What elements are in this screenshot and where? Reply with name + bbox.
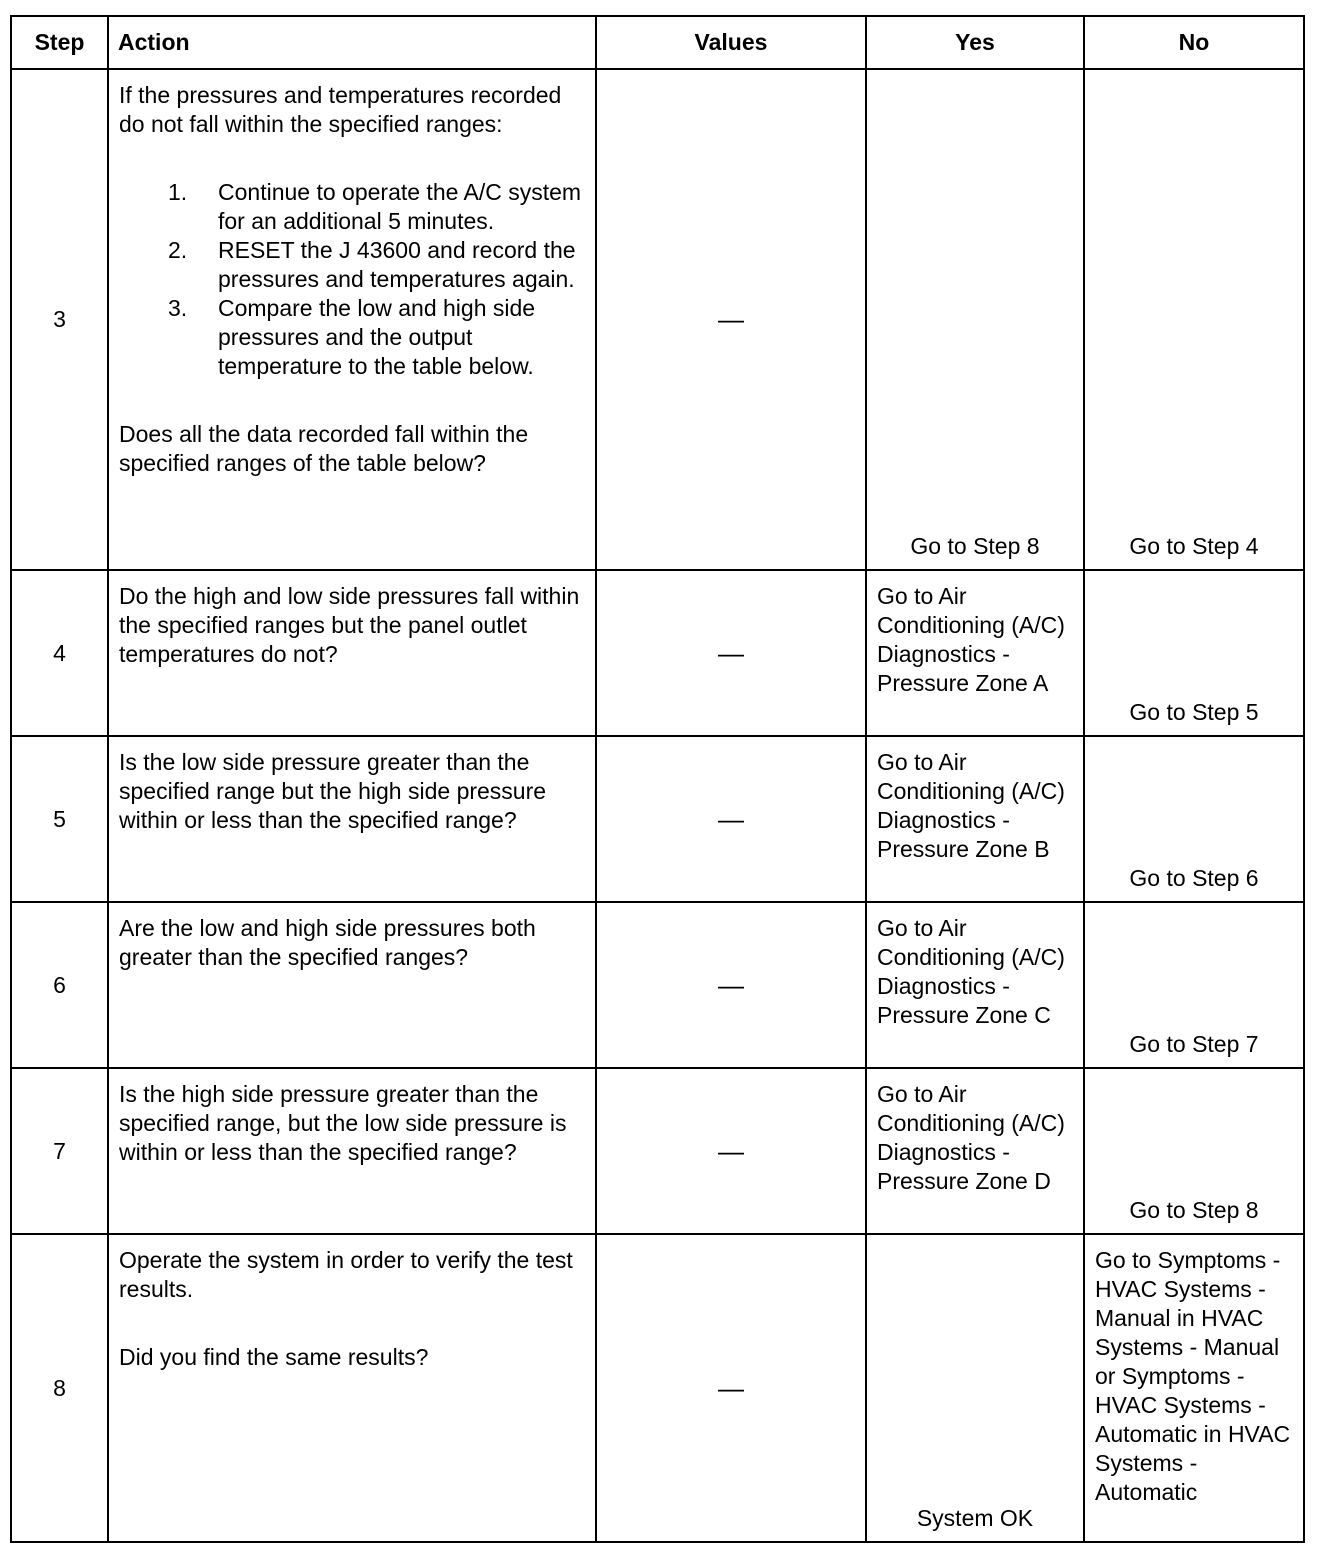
table-row xyxy=(11,902,1304,1068)
action-cell: Is the high side pressure greater than the specified range, but the low side pressure is within or less than the specified range? xyxy=(108,1068,596,1234)
table-row xyxy=(11,69,1304,570)
header-action: Action xyxy=(108,16,596,69)
step-number: 5 xyxy=(11,736,108,902)
values-cell: — xyxy=(596,570,866,736)
action-cell: Are the low and high side pressures both greater than the specified ranges? xyxy=(108,902,596,1068)
step-number: 6 xyxy=(11,902,108,1068)
no-cell: Go to Step 5 xyxy=(1084,570,1304,736)
action-intro: If the pressures and temperatures recorded do not fall within the specified ranges: xyxy=(119,82,562,137)
yes-cell: Go to Air Conditioning (A/C) Diagnostics - Pressure Zone C xyxy=(866,902,1084,1068)
list-item: 1. Continue to operate the A/C system for an additional 5 minutes. xyxy=(168,179,582,234)
table-row xyxy=(11,1234,1304,1542)
action-list xyxy=(119,178,585,381)
action-cell xyxy=(108,69,596,570)
no-cell: Go to Step 4 xyxy=(1084,69,1304,570)
no-cell: Go to Step 8 xyxy=(1084,1068,1304,1234)
no-cell: Go to Step 6 xyxy=(1084,736,1304,902)
action-cell xyxy=(108,1234,596,1542)
header-step: Step xyxy=(11,16,108,69)
list-item: 3. Compare the low and high side pressures and the output temperature to the table below. xyxy=(168,295,536,379)
step-number: 7 xyxy=(11,1068,108,1234)
action-cell: Is the low side pressure greater than the specified range but the high side pressure within or less than the specified range? xyxy=(108,736,596,902)
values-cell: — xyxy=(596,736,866,902)
header-no: No xyxy=(1084,16,1304,69)
action-cell: Do the high and low side pressures fall within the specified ranges but the panel outlet temperatures do not? xyxy=(108,570,596,736)
yes-cell: Go to Step 8 xyxy=(866,69,1084,570)
step-number: 8 xyxy=(11,1234,108,1542)
action-intro: Operate the system in order to verify the test results. xyxy=(119,1247,573,1302)
values-cell: — xyxy=(596,1068,866,1234)
table-row xyxy=(11,736,1304,902)
no-cell: Go to Symptoms - HVAC Systems - Manual in HVAC Systems - Manual or Symptoms - HVAC Systems - Automatic in HVAC Systems - Automatic xyxy=(1084,1234,1304,1542)
header-row xyxy=(11,16,1304,69)
values-cell: — xyxy=(596,69,866,570)
yes-cell: Go to Air Conditioning (A/C) Diagnostics - Pressure Zone B xyxy=(866,736,1084,902)
step-number: 4 xyxy=(11,570,108,736)
table-row xyxy=(11,570,1304,736)
yes-cell: Go to Air Conditioning (A/C) Diagnostics - Pressure Zone D xyxy=(866,1068,1084,1234)
action-question: Does all the data recorded fall within the specified ranges of the table below? xyxy=(119,421,529,476)
values-cell: — xyxy=(596,902,866,1068)
no-cell: Go to Step 7 xyxy=(1084,902,1304,1068)
values-cell: — xyxy=(596,1234,866,1542)
table-row xyxy=(11,1068,1304,1234)
step-number: 3 xyxy=(11,69,108,570)
header-values: Values xyxy=(596,16,866,69)
list-item: 2. RESET the J 43600 and record the pressures and temperatures again. xyxy=(168,237,576,292)
yes-cell: Go to Air Conditioning (A/C) Diagnostics - Pressure Zone A xyxy=(866,570,1084,736)
action-question: Did you find the same results? xyxy=(119,1344,429,1370)
yes-cell: System OK xyxy=(866,1234,1084,1542)
diagnostic-table xyxy=(10,15,1305,1543)
header-yes: Yes xyxy=(866,16,1084,69)
